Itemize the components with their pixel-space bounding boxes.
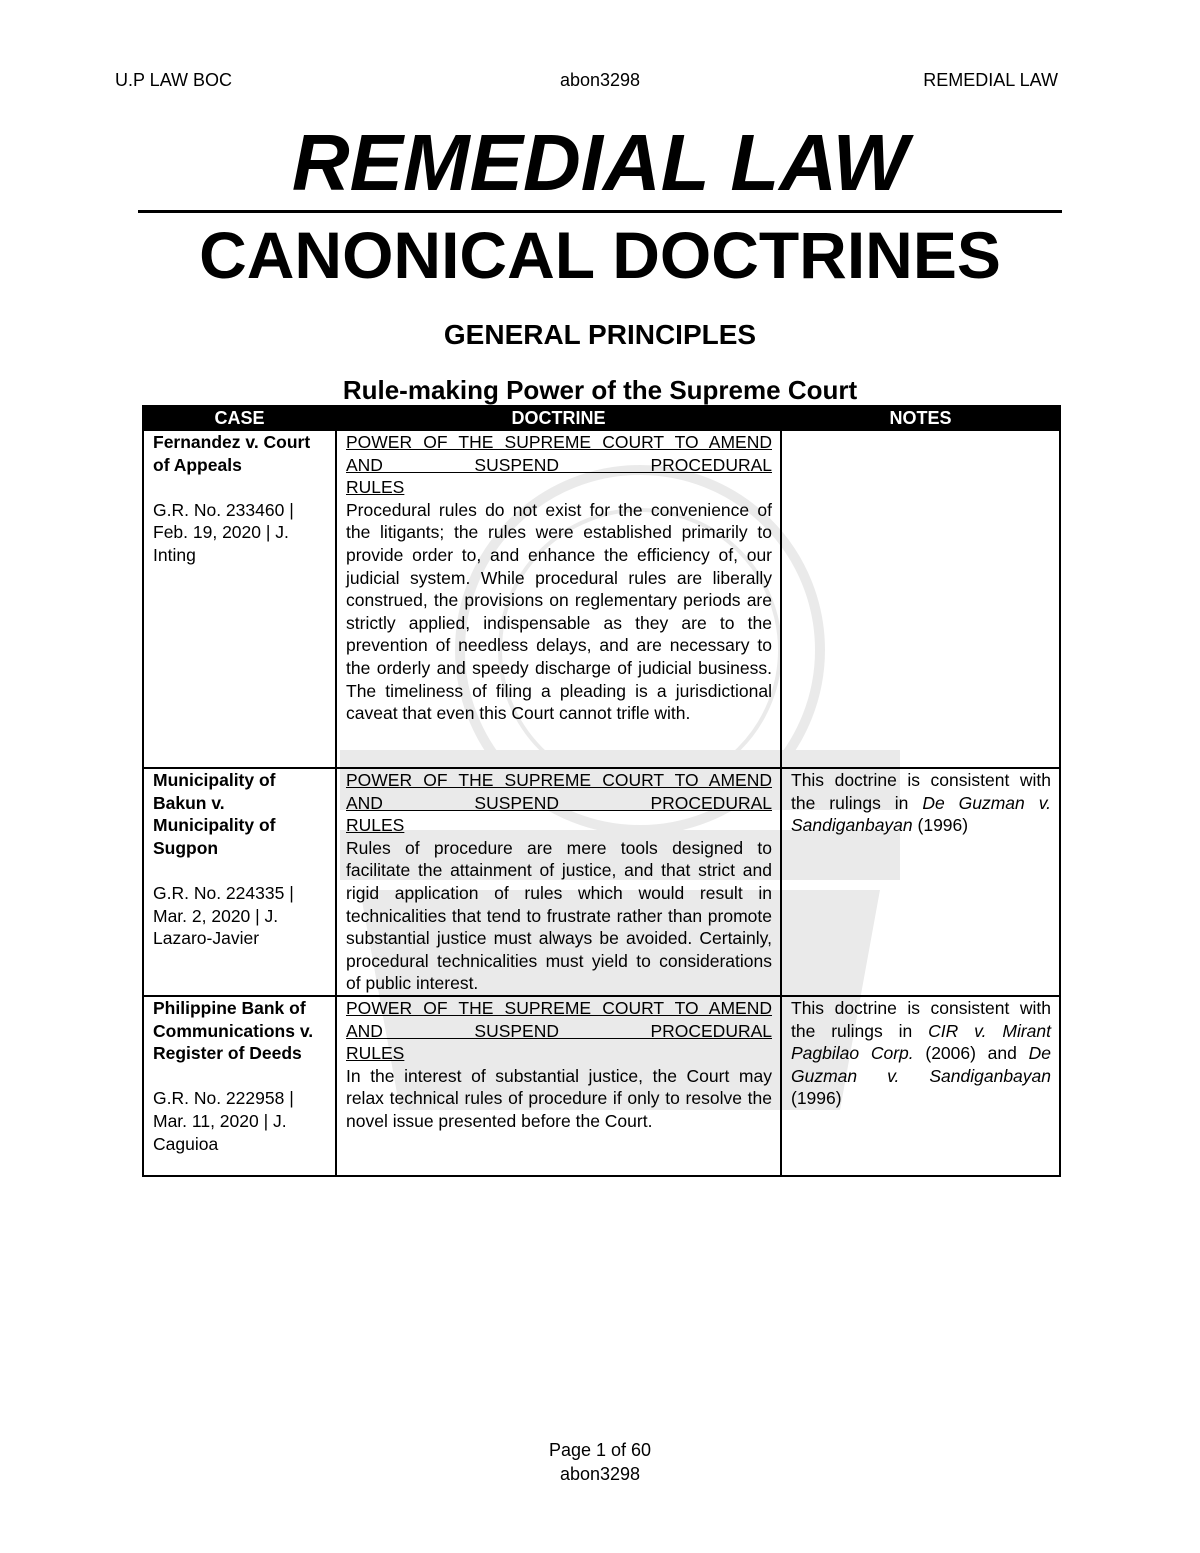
doctrine-cell [336, 996, 781, 1176]
column-header-doctrine: DOCTRINE [336, 406, 781, 430]
notes-connector: (2006) and [913, 1043, 1029, 1064]
document-subtitle: CANONICAL DOCTRINES [199, 218, 1001, 292]
case-citation: G.R. No. 224335 | Mar. 2, 2020 | J. Lazaro-Javier [153, 882, 294, 949]
doctrine-heading: POWER OF THE SUPREME COURT TO AMEND AND SUSPEND PROCEDURAL [346, 432, 772, 475]
case-citation: G.R. No. 233460 | Feb. 19, 2020 | J. Inting [153, 499, 294, 565]
notes-lead: This doctrine is consistent with the rulings in [791, 997, 1051, 1041]
table-header-row [143, 406, 1060, 430]
notes-lead: This doctrine is consistent with the rulings in [791, 770, 1051, 813]
doctrine-cell [336, 768, 781, 996]
case-cell [143, 768, 336, 996]
doctrine-heading: POWER OF THE SUPREME COURT TO AMEND AND SUSPEND PROCEDURAL [346, 997, 772, 1041]
case-cell [143, 996, 336, 1176]
notes-cell [781, 768, 1060, 996]
column-header-notes: NOTES [781, 406, 1060, 430]
doctrines-table [142, 405, 1061, 1177]
footer-user: abon3298 [559, 1464, 641, 1484]
doctrine-cell [336, 430, 781, 768]
notes-year: (1996) [912, 815, 969, 836]
header-left: U.P LAW BOC [115, 70, 233, 90]
case-name: Fernandez v. Court of Appeals [153, 432, 311, 475]
notes-case-ref: De Guzman v. Sandiganbayan [791, 1043, 1051, 1086]
subsection-heading: Rule-making Power of the Supreme Court [342, 375, 858, 405]
doctrine-text: Rules of procedure are mere tools designed to facilitate the attainment of justice, and that strict and rigid application of rules which would result in technicalities that tend to frustrate rather than promote substantial justice must always be avoided. Certainly, procedural technicalities must yield to considerations of public interest. [346, 837, 772, 994]
section-heading: GENERAL PRINCIPLES [443, 319, 757, 350]
table-row [143, 768, 1060, 996]
doctrine-heading-end: RULES [346, 1043, 405, 1064]
case-citation: G.R. No. 222958 | Mar. 11, 2020 | J. Caguioa [153, 1088, 294, 1154]
header-right: REMEDIAL LAW [923, 70, 1058, 90]
page-number: Page 1 of 60 [548, 1440, 652, 1460]
header-center: abon3298 [559, 70, 641, 90]
notes-cell [781, 996, 1060, 1176]
table-row [143, 996, 1060, 1176]
notes-case-ref: CIR v. Mirant Pagbilao Corp. [791, 1020, 1051, 1064]
doctrine-heading: POWER OF THE SUPREME COURT TO AMEND AND SUSPEND PROCEDURAL [346, 770, 772, 813]
doctrine-text: In the interest of substantial justice, the Court may relax technical rules of procedure if only to resolve the novel issue presented before the Court. [346, 1065, 772, 1131]
case-cell [143, 430, 336, 768]
column-header-case: CASE [143, 406, 336, 430]
doctrine-heading-end: RULES [346, 477, 405, 498]
doctrine-text: Procedural rules do not exist for the convenience of the litigants; the rules were established primarily to provide order to, and enhance the efficiency of, our judicial system. While procedural rules are liberally construed, the provisions on reglementary periods are strictly applied, indispensable as they are to the prevention of needless delays, and are necessary to the orderly and speedy discharge of judicial business. The timeliness of filing a pleading is a jurisdictional caveat that even this Court cannot trifle with. [346, 499, 772, 724]
table-row [143, 430, 1060, 768]
notes-year: (1996) [791, 1088, 842, 1109]
doctrine-heading-end: RULES [346, 815, 405, 836]
case-name: Philippine Bank of Communications v. Register of Deeds [153, 997, 314, 1064]
notes-case-ref: De Guzman v. Sandiganbayan [791, 792, 1052, 836]
notes-cell [781, 430, 1060, 768]
notes-text [791, 997, 1051, 1110]
notes-text [791, 769, 1051, 837]
case-name: Municipality of Bakun v. Municipality of Sugpon [153, 770, 276, 858]
document-title: REMEDIAL LAW [291, 118, 909, 207]
